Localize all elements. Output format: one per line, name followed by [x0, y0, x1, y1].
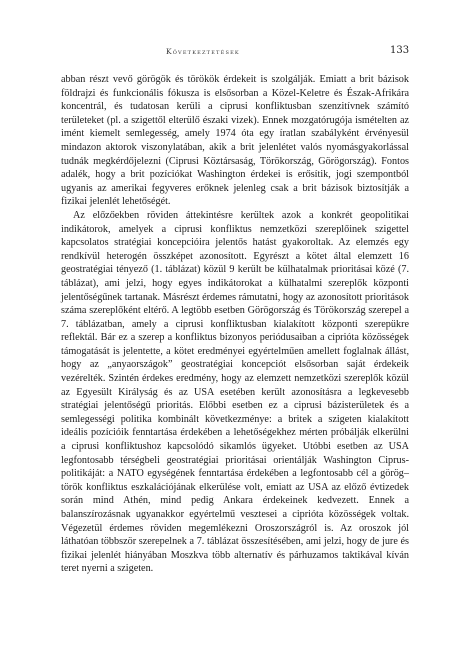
body-text: [61, 73, 409, 576]
paragraph: Az előzőekben röviden áttekintésre kerültek azok a konkrét geopolitikai indikátorok, amelyek a ciprusi konfliktus nemzetközi szereplőinek szigettel kapcsolatos stratégiai koncepcióira jelentős hatást gyakoroltak. Az elemzés egy rendkívül heterogén összképet azonosított. Egyrészt a kötet által elemzett 16 geostratégiai tényező (1. táblázat) közül 9 került be külhatalmak prioritásai közé (7. táblázat), ami jelzi, hogy egyes indikátorokat a külhatalmi szereplők központi jelentőségűnek tartanak. Másrészt érdemes rámutatni, hogy az azonosított prioritások száma szereplőként eltérő. A legtöbb esetben Görögország és Törökország szerepel a 7. táblázatban, amely a ciprusi konfliktusban kialakított központi szerepükre reflektál. Bár ez a szerep a konfliktus bizonyos periódusaiban a ciprióta közösségek támogatását is jelentette, a kötet eredményei egyértelműen amellett foglalnak állást, hogy az „anyaországok” geostratégiai koncepciót elsősorban saját érdekeik vezérelték. Szintén érdekes eredmény, hogy az elemzett nemzetközi szereplők közül az Egyesült Királyság és az USA esetében került azonosításra a legkevesebb stratégiai jelentőségű prioritás. Előbbi esetben ez a ciprusi bázisterületek és a semlegességi politika kombinált következménye: a britek a szigeten kialakított ideális pozícióik fenntartása érdekében a lehetőségekhez mérten próbálják elkerülni a ciprusi konfliktushoz kapcsolódó sikamlós ügyeket. Utóbbi esetben az USA legfontosabb térségbeli geostratégiai prioritásai orientálják Washington Ciprus-politikáját: a NATO egységének fenntartása érdekében a legfontosabb cél a görög–török konfliktus eszkalációjának elkerülése volt, emiatt az USA az előző évtizedek során mind Athén, mind pedig Ankara érdekeinek kedvezett. Ennek a balanszírozásnak ugyanakkor egyértelmű vesztesei a ciprióta közösségek voltak. Végezetül érdemes röviden megemlékezni Oroszországról is. Az oroszok jól láthatóan többször szerepelnek a 7. táblázat összesítésében, ami jelzi, hogy de jure és fizikai jelenlét hiányában Moszkva több alternatív és párhuzamos taktikával kíván teret nyerni a szigeten.: [61, 209, 409, 575]
paragraph: abban részt vevő görögök és törökök érdekeit is szolgálják. Emiatt a brit bázisok földrajzi és funkcionális fókusza is elsősorban a Közel-Keletre és Észak-Afrikára koncentrál, és tudatosan kerüli a ciprusi konfliktusban szenzitívnek számító területeket (pl. a szigettől elterülő északi vizek). Ennek mozgatórugója ismételten az imént kiemelt semlegesség, amely 1974 óta egy íratlan szabályként érvényesül mindazon aktorok viszonylatában, akik a brit jelenlétet valós nyomásgyakorlással tudnák megkérdőjelezni (Ciprusi Köztársaság, Törökország, Görögország). Fontos adalék, hogy a brit pozíciókat Washington érdekei is erősítik, jogi szempontból ugyanis az amerikai fegyveres erőknek jelenleg csak a brit bázisok biztosítják a fizikai jelenlét lehetőségét.: [61, 74, 409, 208]
page-number: 133: [390, 45, 410, 56]
running-title: Következtetések: [166, 47, 240, 56]
